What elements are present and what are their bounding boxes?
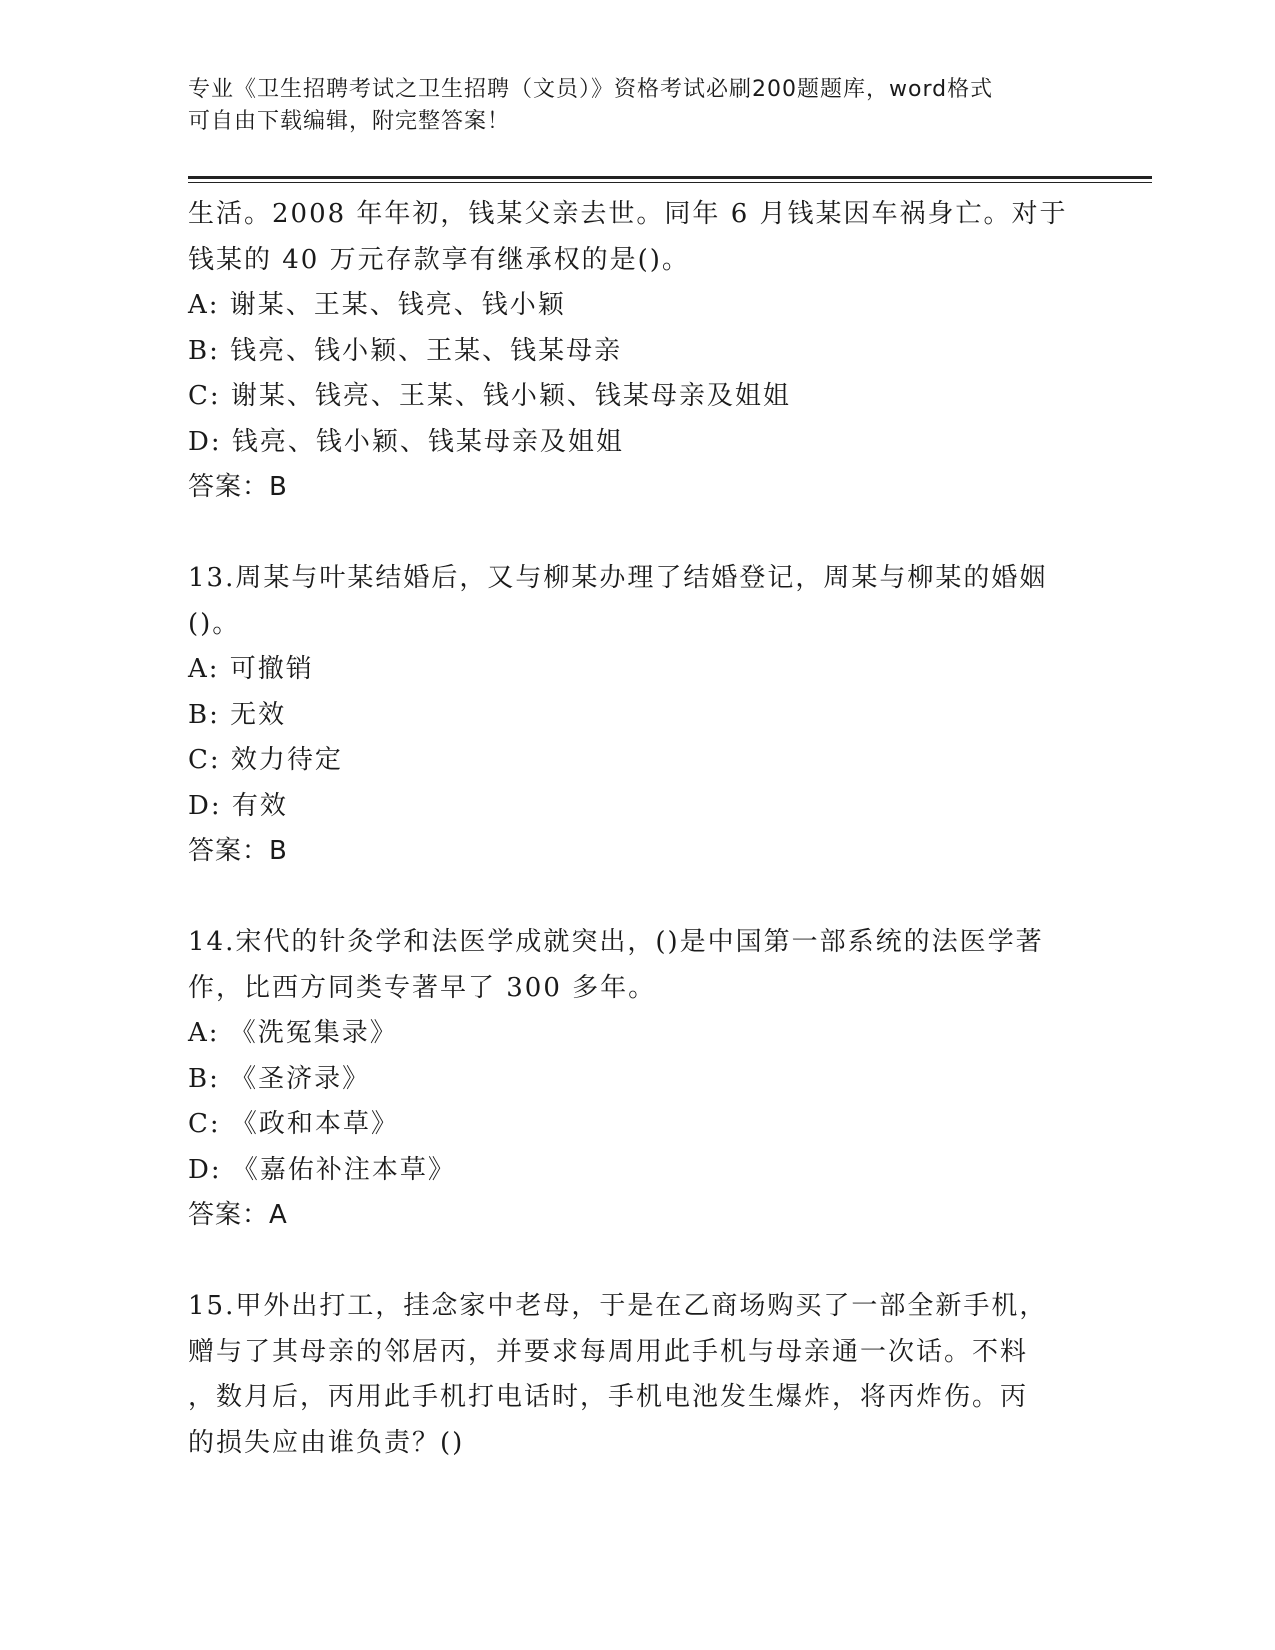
answer: 答案：B	[188, 836, 288, 866]
spacer	[188, 1239, 1088, 1285]
question-text-line: 14.宋代的针灸学和法医学成就突出，()是中国第一部系统的法医学著	[188, 927, 1044, 957]
question-14	[188, 920, 1088, 1239]
answer: 答案：A	[188, 1200, 288, 1230]
answer: 答案：B	[188, 472, 288, 502]
option-d: D: 钱亮、钱小颖、钱某母亲及姐姐	[188, 426, 624, 457]
option-c: C: 效力待定	[188, 745, 343, 775]
option-c: C: 《政和本草》	[188, 1109, 399, 1139]
option-a: A: 《洗冤集录》	[188, 1018, 398, 1048]
document-header	[188, 74, 1088, 138]
option-d: D: 有效	[188, 790, 288, 821]
spacer	[188, 875, 1088, 921]
question-text-line: 赠与了其母亲的邻居丙，并要求每周用此手机与母亲通一次话。不料	[188, 1336, 1029, 1367]
question-text-line: ，数月后，丙用此手机打电话时，手机电池发生爆炸，将丙炸伤。丙	[188, 1382, 1029, 1412]
option-b: B: 无效	[188, 699, 287, 730]
question-text-line: 的损失应由谁负责？()	[188, 1427, 465, 1458]
question-12	[188, 192, 1088, 511]
question-text-line: 钱某的 40 万元存款享有继承权的是()。	[188, 244, 690, 275]
header-line-2: 可自由下载编辑，附完整答案！	[188, 109, 511, 134]
option-c: C: 谢某、钱亮、王某、钱小颖、钱某母亲及姐姐	[188, 381, 791, 411]
option-b: B: 钱亮、钱小颖、王某、钱某母亲	[188, 335, 623, 366]
option-d: D: 《嘉佑补注本草》	[188, 1154, 456, 1185]
question-text-line: 13.周某与叶某结婚后，又与柳某办理了结婚登记，周某与柳某的婚姻	[188, 563, 1048, 593]
option-a: A: 可撤销	[188, 654, 314, 684]
question-text-line: 15.甲外出打工，挂念家中老母，于是在乙商场购买了一部全新手机，	[188, 1291, 1048, 1321]
question-text-line: ()。	[188, 608, 241, 639]
question-text-line: 生活。2008 年年初，钱某父亲去世。同年 6 月钱某因车祸身亡。对于	[188, 199, 1068, 229]
document-body	[188, 192, 1088, 1466]
question-text-line: 作，比西方同类专著早了 300 多年。	[188, 972, 657, 1003]
question-15	[188, 1284, 1088, 1466]
header-divider-thin	[188, 182, 1152, 183]
option-a: A: 谢某、王某、钱亮、钱小颖	[188, 290, 566, 320]
header-divider-thick	[188, 176, 1152, 179]
question-13	[188, 556, 1088, 875]
spacer	[188, 511, 1088, 557]
option-b: B: 《圣济录》	[188, 1063, 371, 1094]
header-line-1: 专业《卫生招聘考试之卫生招聘（文员）》资格考试必刷200题题库，word格式	[188, 77, 994, 102]
